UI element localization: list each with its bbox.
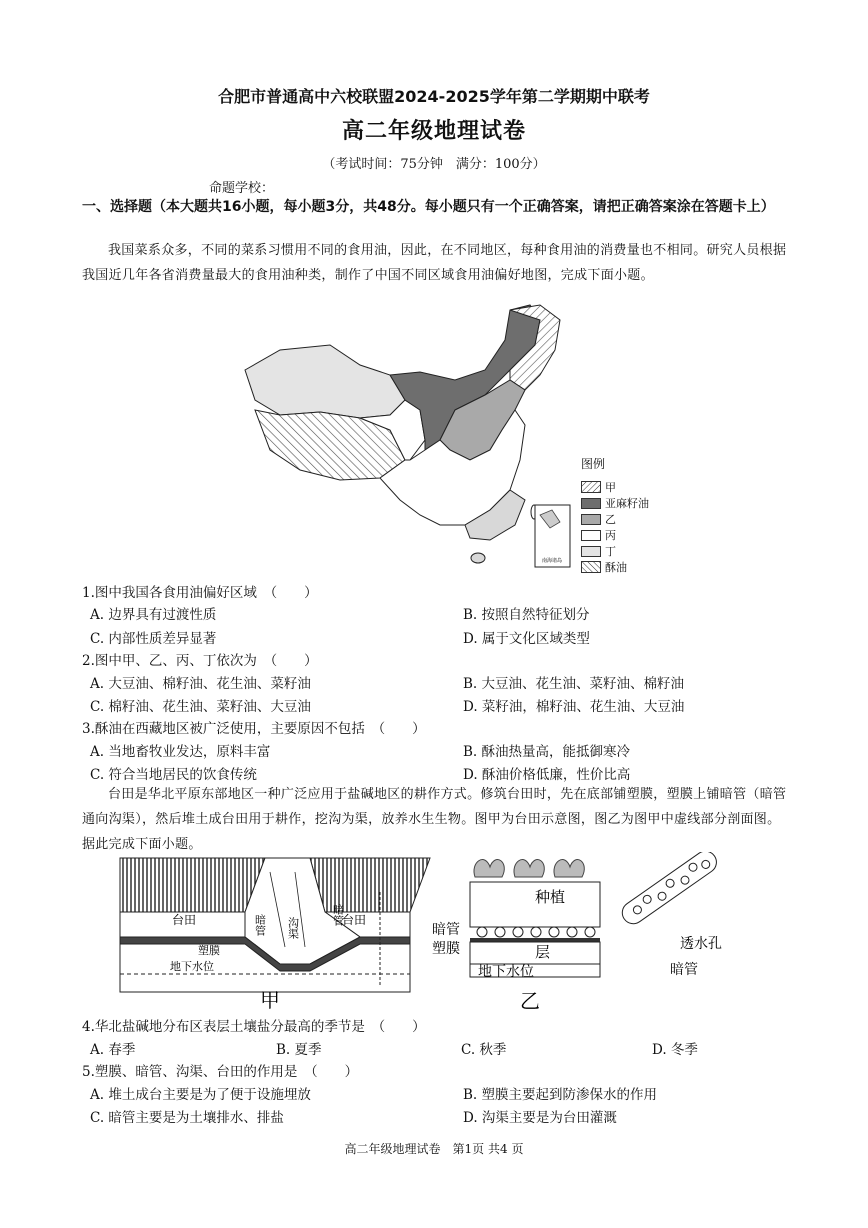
legend-item: 乙 <box>581 512 616 526</box>
q2-option-c: C. 棉籽油、花生油、菜籽油、大豆油 <box>90 699 311 715</box>
q1-option-c: C. 内部性质差异显著 <box>90 631 217 647</box>
label-dixiashuiwei: 地下水位 <box>170 960 214 973</box>
question-5-stem: 5.塑膜、暗管、沟渠、台田的作用是 （ ） <box>82 1064 359 1080</box>
q3-option-b: B. 酥油热量高，能抵御寒冷 <box>463 744 631 760</box>
label-gouqu: 沟渠 <box>286 917 300 939</box>
question-2-stem: 2.图中甲、乙、丙、丁依次为 （ ） <box>82 653 318 669</box>
legend-item: 亚麻籽油 <box>581 496 649 510</box>
label-zhongzhi: 种植 <box>535 888 566 906</box>
q5-option-b: B. 塑膜主要起到防渗保水的作用 <box>463 1087 658 1103</box>
question-1-stem: 1.图中我国各食用油偏好区域 （ ） <box>82 585 318 601</box>
label-sumo-yi: 塑膜 <box>432 941 460 957</box>
q4-option-c: C. 秋季 <box>461 1042 507 1058</box>
question-3-stem: 3.酥油在西藏地区被广泛使用，主要原因不包括 （ ） <box>82 721 426 737</box>
page-footer: 高二年级地理试卷 第1页 共4 页 <box>344 1142 524 1156</box>
label-anguan-pipe: 暗管 <box>670 962 698 978</box>
label-taitian-right: 台田 <box>342 913 367 927</box>
q4-option-a: A. 春季 <box>90 1042 136 1058</box>
label-anguan: 暗管 <box>432 922 460 938</box>
q5-option-c: C. 暗管主要是为土壤排水、排盐 <box>90 1110 284 1126</box>
passage-1: 我国菜系众多，不同的菜系习惯用不同的食用油，因此，在不同地区，每种食用油的消费量也不相同。研究人员根据我国近几年各省消费量最大的食用油种类，制作了中国不同区域食用油偏好地图，完成下面小题。 <box>82 243 787 283</box>
label-dixiashuiwei-yi: 地下水位 <box>478 964 534 980</box>
label-sumo: 塑膜 <box>198 944 220 957</box>
label-taitian-left: 台田 <box>172 913 197 927</box>
figure-yi-caption: 乙 <box>520 989 540 1013</box>
figure-yi <box>430 852 730 1017</box>
region-xinjiang <box>245 345 405 418</box>
q4-option-b: B. 夏季 <box>276 1042 322 1058</box>
taitian-right-top <box>310 858 430 912</box>
crop-icons <box>474 860 584 877</box>
inset-label: 南海诸岛 <box>541 558 563 564</box>
figure-jia <box>110 852 440 1012</box>
legend-item: 丁 <box>581 544 616 558</box>
q5-option-d: D. 沟渠主要是为台田灌溉 <box>463 1110 617 1126</box>
exam-subject-title: 高二年级地理试卷 <box>341 119 526 144</box>
question-4-stem: 4.华北盐碱地分布区表层土壤盐分最高的季节是 （ ） <box>82 1019 426 1035</box>
legend-title: 图例 <box>581 457 606 471</box>
q2-option-b: B. 大豆油、花生油、菜籽油、棉籽油 <box>463 676 685 692</box>
china-oil-map <box>240 300 600 580</box>
q1-option-a: A. 边界具有过渡性质 <box>90 607 217 623</box>
legend-item: 酥油 <box>581 560 627 574</box>
figure-jia-caption: 甲 <box>260 988 280 1012</box>
exam-info: （考试时间：75分钟 满分：100分） <box>322 157 546 172</box>
legend-item: 丙 <box>581 528 616 542</box>
taitian-left-top <box>120 858 265 912</box>
perforated-pipe <box>618 852 721 928</box>
q4-option-d: D. 冬季 <box>652 1042 698 1058</box>
label-ceng: 层 <box>535 943 551 961</box>
q3-option-d: D. 酥油价格低廉，性价比高 <box>463 767 631 783</box>
school-label: 命题学校： <box>209 181 275 196</box>
exam-header-title: 合肥市普通高中六校联盟2024-2025学年第二学期期中联考 <box>218 87 650 106</box>
q3-option-a: A. 当地畜牧业发达，原料丰富 <box>90 744 271 760</box>
q2-option-d: D. 菜籽油，棉籽油、花生油、大豆油 <box>463 699 685 715</box>
q1-option-d: D. 属于文化区域类型 <box>463 631 590 647</box>
q1-option-b: B. 按照自然特征划分 <box>463 607 590 623</box>
q5-option-a: A. 堆土成台主要是为了便于设施埋放 <box>90 1087 311 1103</box>
legend-item: 甲 <box>581 480 616 494</box>
label-anguan-right: 暗管 <box>331 904 345 926</box>
membrane-strip <box>470 938 600 942</box>
label-anguan-left: 暗管 <box>253 914 267 936</box>
q2-option-a: A. 大豆油、棉籽油、花生油、菜籽油 <box>90 676 311 692</box>
passage-2: 台田是华北平原东部地区一种广泛应用于盐碱地区的耕作方式。修筑台田时，先在底部铺塑膜，塑膜上铺暗管（暗管通向沟渠），然后堆土成台田用于耕作，挖沟为渠，放养水生生物。图甲为台田示意图，图乙为图甲中虚线部分剖面图。据此完成下面小题。 <box>82 787 787 852</box>
label-toushuikong: 透水孔 <box>680 936 722 952</box>
region-hainan <box>471 553 485 563</box>
section-heading: 一、选择题（本大题共16小题，每小题3分，共48分。每小题只有一个正确答案，请把正确答案涂在答题卡上） <box>82 199 775 215</box>
q3-option-c: C. 符合当地居民的饮食传统 <box>90 767 257 783</box>
pipe-row <box>477 927 595 937</box>
